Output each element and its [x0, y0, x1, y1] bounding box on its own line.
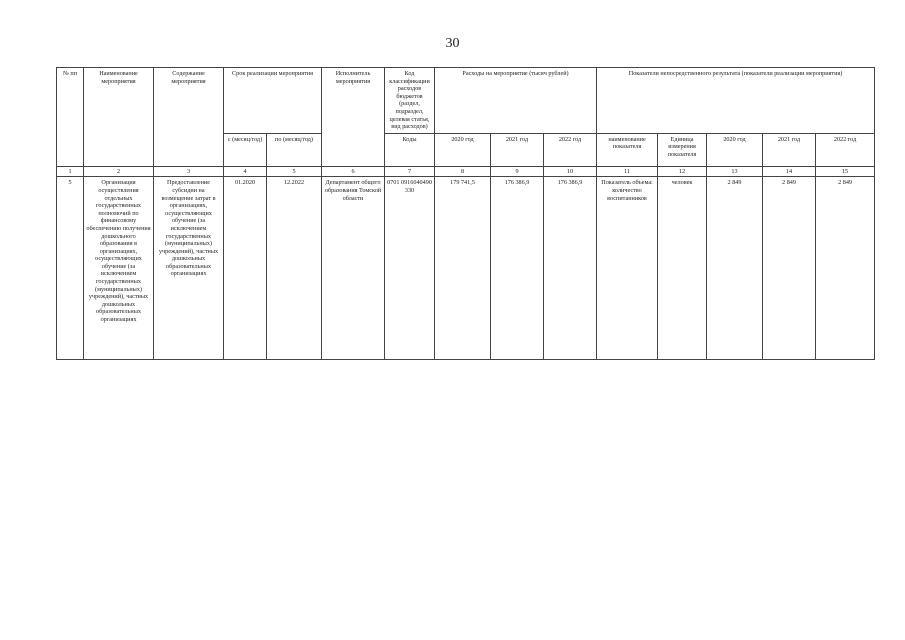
header-exp-2022: 2022 год: [544, 133, 597, 166]
page-number: 30: [445, 36, 460, 51]
header-codes: Коды: [385, 133, 435, 166]
header-period-from: с (месяц/год): [224, 133, 267, 166]
header-ind-2022: 2022 год: [816, 133, 875, 166]
row-ind-unit: человек: [658, 177, 707, 360]
activities-table: [56, 67, 875, 360]
header-period: Срок реализации мероприятия: [224, 68, 322, 134]
column-number: 6: [322, 166, 385, 177]
header-name: Наименование мероприятия: [84, 68, 154, 167]
row-executor: Департамент общего образования Томской области: [322, 177, 385, 360]
row-period-to: 12.2022: [267, 177, 322, 360]
header-ind-unit: Единица измерения показателя: [658, 133, 707, 166]
column-number: 3: [154, 166, 224, 177]
row-ind-name: Показатель объема: количество воспитанников: [597, 177, 658, 360]
header-exp-2021: 2021 год: [491, 133, 544, 166]
column-number: 14: [763, 166, 816, 177]
column-number: 5: [267, 166, 322, 177]
column-number: 4: [224, 166, 267, 177]
header-code: Код классификации расходов бюджетов (раздел, подраздел, целевая статья, вид расходов): [385, 68, 435, 134]
column-number: 8: [435, 166, 491, 177]
header-period-to: по (месяц/год): [267, 133, 322, 166]
column-number: 1: [57, 166, 84, 177]
row-content: Предоставление субсидии на возмещение затрат в организациях, осуществляющих обучение (за исключением государственных (муниципальных) учреждений), частных дошкольных образовательных организациях: [154, 177, 224, 360]
row-name: Организация осуществления отдельных государственных полномочий по финансовому обеспечению получения дошкольного образования в организациях, осуществляющих обучение (за исключением государственных (муниципальных) учреждений), частных дошкольных образовательных организациях: [84, 177, 154, 360]
header-exp-2020: 2020 год: [435, 133, 491, 166]
header-ind-name: наименование показателя: [597, 133, 658, 166]
header-ind-2020: 2020 год: [707, 133, 763, 166]
header-indicators: Показатели непосредственного результата (показатели реализации мероприятия): [597, 68, 875, 134]
header-content: Содержание мероприятия: [154, 68, 224, 167]
column-number: 13: [707, 166, 763, 177]
header-executor: Исполнитель мероприятия: [322, 68, 385, 167]
header-expenses: Расходы на мероприятие (тысяч рублей): [435, 68, 597, 134]
column-number: 15: [816, 166, 875, 177]
row-period-from: 01.2020: [224, 177, 267, 360]
header-row-1: [57, 68, 875, 134]
row-exp-2021: 176 386,9: [491, 177, 544, 360]
row-num: 5: [57, 177, 84, 360]
row-exp-2020: 179 741,5: [435, 177, 491, 360]
header-num: № пп: [57, 68, 84, 167]
row-ind-2020: 2 849: [707, 177, 763, 360]
row-code: 0701 0916040490 330: [385, 177, 435, 360]
column-number: 9: [491, 166, 544, 177]
table-row: [57, 177, 875, 360]
column-number: 7: [385, 166, 435, 177]
column-number: 11: [597, 166, 658, 177]
column-number: 12: [658, 166, 707, 177]
column-number-row: [57, 166, 875, 177]
column-number: 2: [84, 166, 154, 177]
header-ind-2021: 2021 год: [763, 133, 816, 166]
row-exp-2022: 176 386,9: [544, 177, 597, 360]
column-number: 10: [544, 166, 597, 177]
row-ind-2021: 2 849: [763, 177, 816, 360]
row-ind-2022: 2 849: [816, 177, 875, 360]
